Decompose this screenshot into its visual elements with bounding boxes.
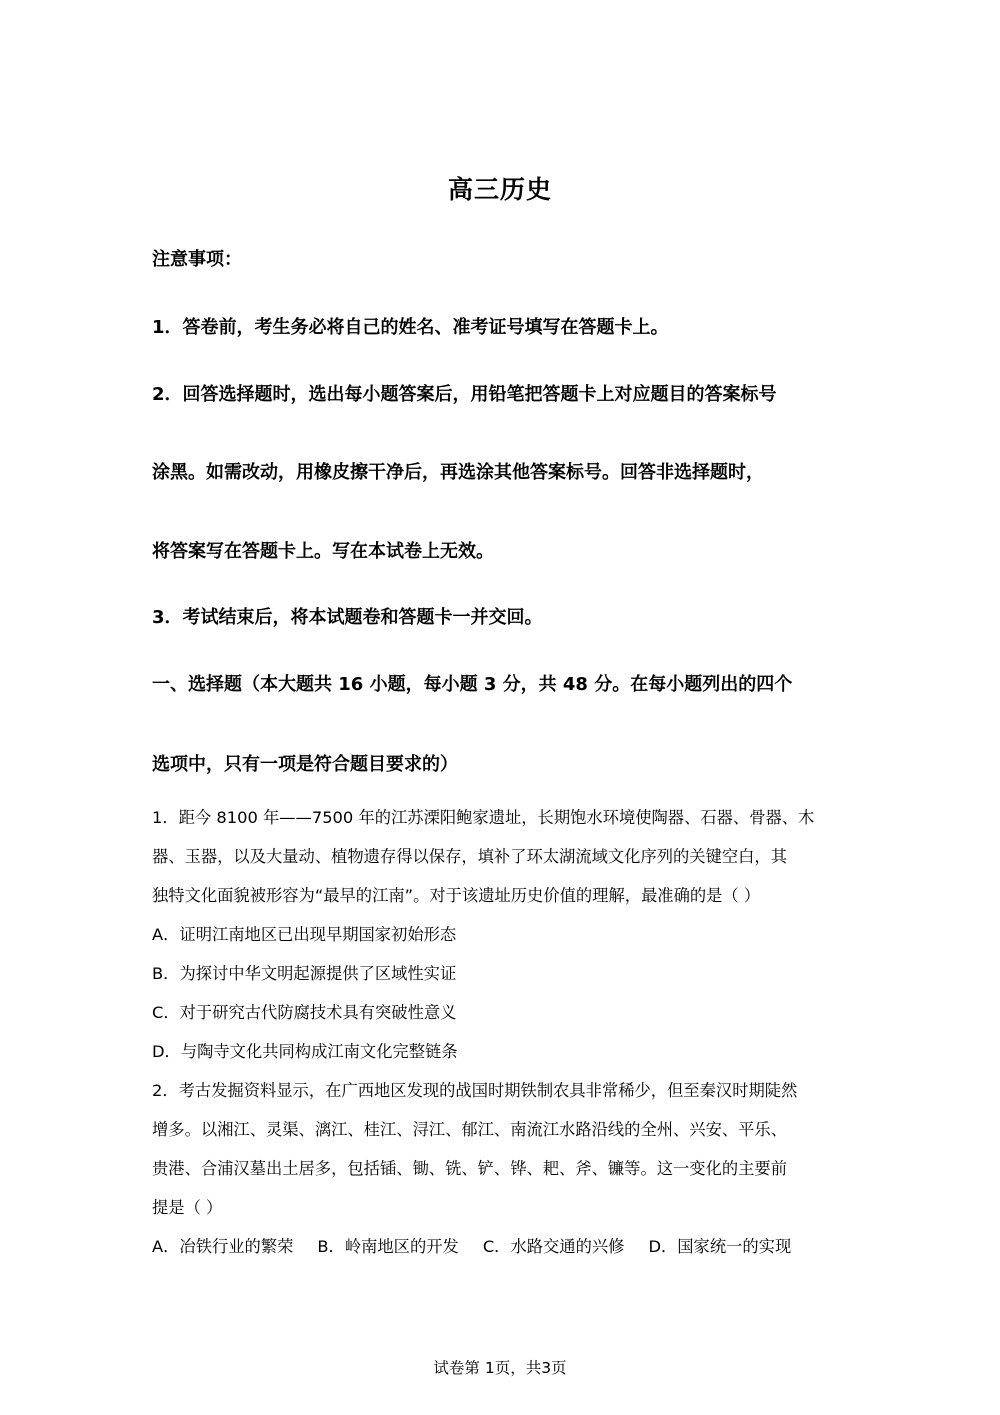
question-1-line-3: 独特文化面貌被形容为“最早的江南”。对于该遗址历史价值的理解，最准确的是（ ） bbox=[152, 886, 761, 905]
notice-heading: 注意事项： bbox=[152, 249, 242, 270]
section-heading-line-1: 一、选择题（本大题共 16 小题，每小题 3 分，共 48 分。在每小题列出的四个 bbox=[152, 674, 793, 695]
question-2-line-2: 增多。以湘江、灵渠、漓江、桂江、浔江、郁江、南流江水路沿线的全州、兴安、平乐、 bbox=[152, 1120, 787, 1139]
section-heading-line-2: 选项中，只有一项是符合题目要求的） bbox=[152, 754, 458, 775]
question-2-options bbox=[152, 1233, 815, 1257]
question-2-option-c: C．水路交通的兴修 bbox=[482, 1237, 625, 1256]
question-1-line-2: 器、玉器，以及大量动、植物遗存得以保存，填补了环太湖流域文化序列的关键空白，其 bbox=[152, 847, 787, 866]
question-1-line-1: 1．距今 8100 年——7500 年的江苏溧阳鲍家遗址，长期饱水环境使陶器、石器、骨器、木 bbox=[152, 808, 815, 827]
page-title: 高三历史 bbox=[447, 175, 552, 204]
question-2-option-d: D．国家统一的实现 bbox=[648, 1237, 792, 1256]
question-1-option-c: C．对于研究古代防腐技术具有突破性意义 bbox=[152, 1003, 457, 1022]
question-2-line-4: 提是（ ） bbox=[152, 1198, 223, 1217]
question-1-option-a: A．证明江南地区已出现早期国家初始形态 bbox=[152, 925, 457, 944]
notice-item-2-line-2: 涂黑。如需改动，用橡皮擦干净后，再选涂其他答案标号。回答非选择题时， bbox=[152, 462, 764, 483]
question-1-option-b: B．为探讨中华文明起源提供了区域性实证 bbox=[152, 964, 457, 983]
page-footer: 试卷第 1页，共3页 bbox=[433, 1359, 567, 1377]
question-2-option-a: A．冶铁行业的繁荣 bbox=[152, 1237, 294, 1256]
question-2-option-b: B．岭南地区的开发 bbox=[317, 1237, 459, 1256]
notice-item-2-line-1: 2．回答选择题时，选出每小题答案后，用铅笔把答题卡上对应题目的答案标号 bbox=[152, 384, 777, 405]
notice-item-2-line-3: 将答案写在答题卡上。写在本试卷上无效。 bbox=[152, 541, 494, 562]
notice-item-3: 3．考试结束后，将本试题卷和答题卡一并交回。 bbox=[152, 607, 543, 628]
notice-item-1: 1．答卷前，考生务必将自己的姓名、准考证号填写在答题卡上。 bbox=[152, 317, 669, 338]
question-2-line-3: 贵港、合浦汉墓出土居多，包括锸、锄、铣、铲、铧、耙、斧、镰等。这一变化的主要前 bbox=[152, 1159, 787, 1178]
question-1-option-d: D．与陶寺文化共同构成江南文化完整链条 bbox=[152, 1042, 458, 1061]
question-2-line-1: 2．考古发掘资料显示，在广西地区发现的战国时期铁制农具非常稀少，但至秦汉时期陡然 bbox=[152, 1081, 798, 1100]
